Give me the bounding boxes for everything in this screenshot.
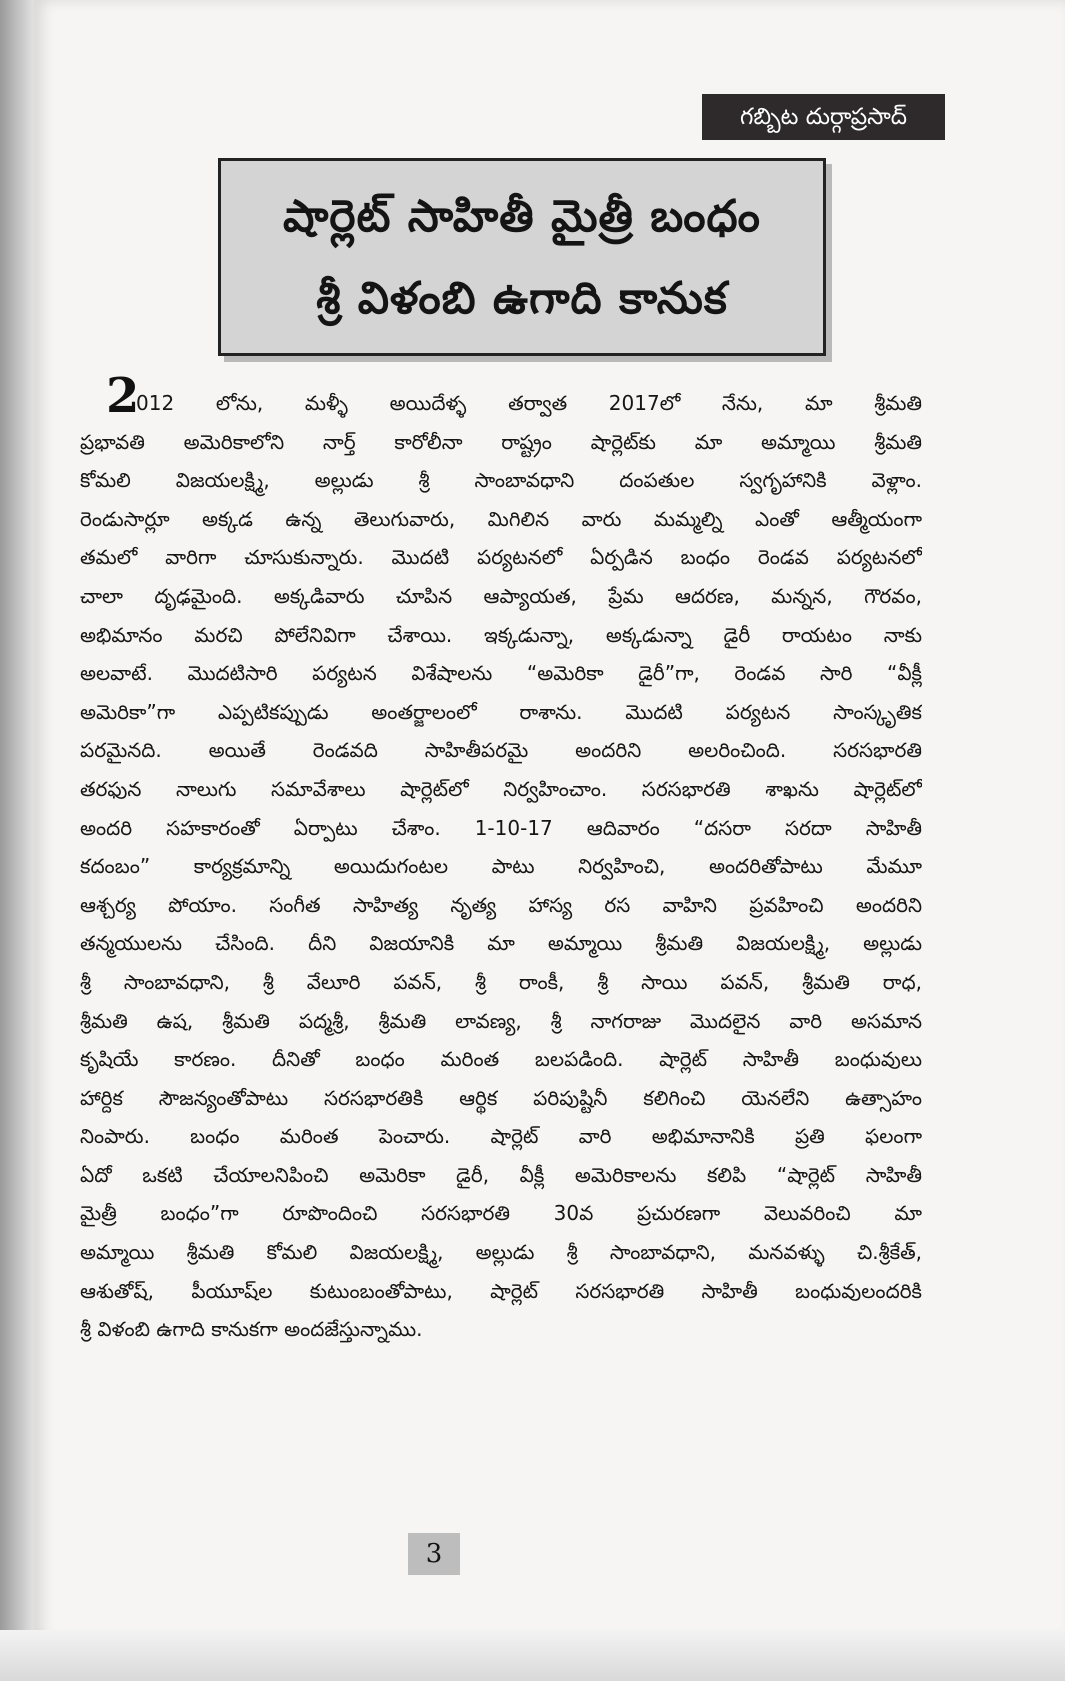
- page-number: 3: [408, 1533, 460, 1575]
- body-line: శ్రీ సాంబావధాని, శ్రీ వేలూరి పవన్, శ్రీ రాంకీ, శ్రీ సాయి పవన్, శ్రీమతి రాధ,: [80, 969, 922, 994]
- body-line: తన్మయులను చేసింది. దీని విజయానికి మా అమ్మాయి శ్రీమతి విజయలక్ష్మి, అల్లుడు: [80, 931, 922, 956]
- drop-cap: 2: [106, 368, 140, 424]
- body-line: కృషియే కారణం. దీనితో బంధం మరింత బలపడింది. షార్లెట్ సాహితీ బంధువులు: [80, 1047, 922, 1072]
- body-line: చాలా దృఢమైంది. అక్కడివారు చూపిన ఆప్యాయత, ప్రేమ ఆదరణ, మన్నన, గౌరవం,: [80, 583, 922, 608]
- body-line: తరఫున నాలుగు సమావేశాలు షార్లెట్‌లో నిర్వహించాం. సరసభారతి శాఖను షార్లెట్‌లో: [80, 776, 922, 801]
- title-box: [218, 158, 826, 356]
- body-line: పరమైనది. అయితే రెండవది సాహితీపరమై అందరిని అలరించింది. సరసభారతి: [80, 738, 922, 763]
- body-paragraph: [80, 384, 922, 1349]
- body-line: నింపారు. బంధం మరింత పెంచారు. షార్లెట్ వారి అభిమానానికి ప్రతి ఫలంగా: [80, 1124, 922, 1149]
- scan-shadow-bottom: [0, 1630, 1065, 1681]
- body-line: ఏదో ఒకటి చేయాలనిపించి అమెరికా డైరీ, వీక్లీ అమెరికాలను కలిపి “షార్లెట్ సాహితీ: [80, 1162, 922, 1187]
- body-line: 012 లోను, మళ్ళీ అయిదేళ్ళ తర్వాత 2017లో నేను, మా శ్రీమతి: [136, 391, 922, 415]
- author-name-tag: గబ్బిట దుర్గాప్రసాద్: [702, 94, 945, 140]
- body-line: అందరి సహకారంతో ఏర్పాటు చేశాం. 1-10-17 ఆదివారం “దసరా సరదా సాహితీ: [80, 815, 922, 840]
- title-line-1: షార్లెట్ సాహితీ మైత్రీ బంధం: [283, 191, 761, 242]
- body-line: ఆశుతోష్, పీయూష్‌ల కుటుంబంతోపాటు, షార్లెట్ సరసభారతి సాహితీ బంధువులందరికి: [80, 1278, 922, 1303]
- body-line: మైత్రీ బంధం”గా రూపొందించి సరసభారతి 30వ ప్రచురణగా వెలువరించి మా: [80, 1201, 922, 1226]
- body-line: ఆశ్చర్య పోయాం. సంగీత సాహిత్య నృత్య హాస్య రస వాహిని ప్రవహించి అందరిని: [80, 892, 922, 917]
- body-line: శ్రీ విళంబి ఉగాది కానుకగా అందజేస్తున్నాము.: [80, 1317, 423, 1342]
- body-line: తమలో వారిగా చూసుకున్నారు. మొదటి పర్యటనలో ఏర్పడిన బంధం రెండవ పర్యటనలో: [80, 545, 922, 570]
- body-line: అమెరికా”గా ఎప్పటికప్పుడు అంతర్జాలంలో రాశాను. మొదటి పర్యటన సాంస్కృతిక: [80, 699, 922, 724]
- body-line: హార్దిక సౌజన్యంతోపాటు సరసభారతికి ఆర్థిక పరిపుష్టినీ కలిగించి యెనలేని ఉత్సాహం: [80, 1085, 922, 1110]
- body-line: అలవాటే. మొదటిసారి పర్యటన విశేషాలను “అమెరికా డైరీ”గా, రెండవ సారి “వీక్లీ: [80, 661, 922, 686]
- body-line: కదంబం” కార్యక్రమాన్ని అయిదుగంటల పాటు నిర్వహించి, అందరితోపాటు మేమూ: [80, 854, 922, 879]
- body-line: రెండుసార్లూ అక్కడ ఉన్న తెలుగువారు, మిగిలిన వారు మమ్మల్ని ఎంతో ఆత్మీయంగా: [80, 506, 922, 531]
- body-line: అభిమానం మరచి పోలేనివిగా చేశాయి. ఇక్కడున్నా, అక్కడున్నా డైరీ రాయటం నాకు: [80, 622, 922, 647]
- body-line: ప్రభావతి అమెరికాలోని నార్త్ కారోలీనా రాష్ట్రం షార్లెట్‌కు మా అమ్మాయి శ్రీమతి: [80, 429, 922, 454]
- body-line: అమ్మాయి శ్రీమతి కోమలి విజయలక్ష్మి, అల్లుడు శ్రీ సాంబావధాని, మనవళ్ళు చి.శ్రీకేత్,: [80, 1240, 922, 1265]
- body-line: శ్రీమతి ఉష, శ్రీమతి పద్మశ్రీ, శ్రీమతి లావణ్య, శ్రీ నాగరాజు మొదలైన వారి అసమాన: [80, 1008, 922, 1033]
- body-line: కోమలి విజయలక్ష్మి, అల్లుడు శ్రీ సాంబావధాని దంపతుల స్వగృహానికి వెళ్లాం.: [80, 468, 922, 493]
- title-line-2: శ్రీ విళంబి ఉగాది కానుక: [316, 273, 728, 324]
